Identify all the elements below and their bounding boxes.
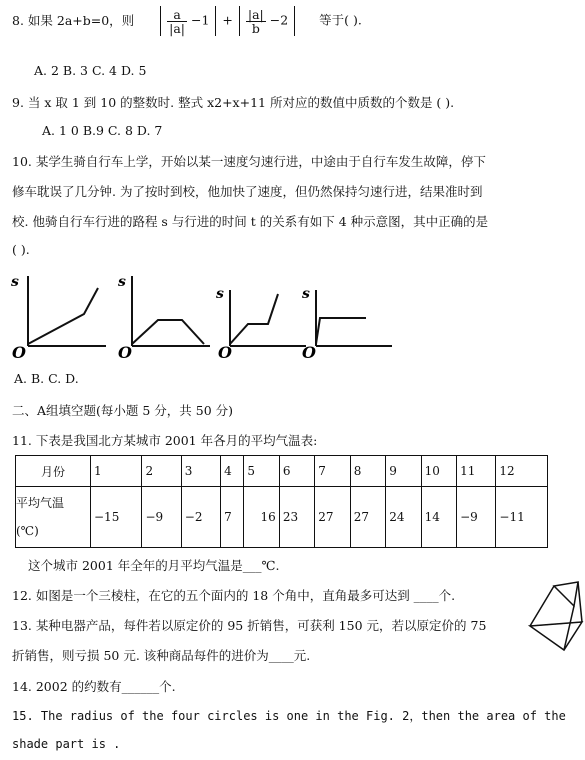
q10-line-1: 10. 某学生骑自行车上学，开始以某一速度匀速行进，中途由于自行车发生故障，停下 bbox=[12, 154, 486, 169]
graph-c bbox=[208, 268, 308, 360]
q8-expression: 8. 如果 2a+b=0，则 $\frac{a}{|a|}$ −1 + $\frac{|a|}{b}$ −2 等于( ). bbox=[12, 6, 362, 36]
table-cell: −9 bbox=[457, 487, 496, 548]
table-cell: 27 bbox=[350, 487, 385, 548]
table-cell: −2 bbox=[181, 487, 220, 548]
q8-fraction-2: $\frac{|a|}{b}$ bbox=[247, 6, 264, 36]
axis-s-label: s bbox=[118, 274, 126, 290]
q8-prefix: 8. 如果 2a+b=0，则 bbox=[12, 12, 135, 28]
q10-line-4: ( ). bbox=[12, 242, 30, 257]
axis-o-label: O bbox=[118, 343, 132, 360]
table-header-cell: 3 bbox=[181, 456, 220, 487]
q8-options: A. 2 B. 3 C. 4 D. 5 bbox=[34, 63, 147, 78]
graph-d bbox=[294, 268, 394, 360]
table-cell: 27 bbox=[315, 487, 350, 548]
axis-o-label: O bbox=[12, 343, 26, 360]
table-header-cell: 4 bbox=[221, 456, 244, 487]
q10-options: A. B. C. D. bbox=[14, 371, 79, 386]
table-cell: 23 bbox=[279, 487, 314, 548]
q10-line-3: 校. 他骑自行车行进的路程 s 与行进的时间 t 的关系有如下 4 种示意图，其中正确的是 bbox=[12, 214, 489, 229]
q13-line-2: 折销售，则亏损 50 元. 该种商品每件的进价为____元. bbox=[12, 648, 311, 663]
table-row bbox=[16, 487, 548, 548]
axis-s-label: s bbox=[216, 286, 224, 302]
graph-a bbox=[8, 268, 108, 360]
axis-s-label: s bbox=[11, 274, 19, 290]
section-2-heading: 二、A组填空题(每小题 5 分，共 50 分) bbox=[12, 403, 234, 418]
q15-line-2: shade part is . bbox=[12, 737, 121, 751]
axis-o-label: O bbox=[302, 343, 316, 360]
table-header-cell: 9 bbox=[386, 456, 421, 487]
table-row-label: 平均气温 (℃) bbox=[16, 487, 91, 548]
q13-line-1: 13. 某种电器产品，每件若以原定价的 95 折销售，可获利 150 元，若以原定价的 75 bbox=[12, 618, 487, 633]
temperature-table bbox=[15, 455, 548, 548]
table-header-cell: 10 bbox=[421, 456, 456, 487]
triangular-prism-figure bbox=[524, 578, 584, 656]
table-header-cell: 7 bbox=[315, 456, 350, 487]
q12-text: 12. 如图是一个三棱柱，在它的五个面内的 18 个角中，直角最多可达到 ____个. bbox=[12, 588, 456, 603]
abs-bar bbox=[160, 6, 161, 36]
table-header-cell: 12 bbox=[496, 456, 548, 487]
axis-s-label: s bbox=[302, 286, 310, 302]
table-header-cell: 5 bbox=[244, 456, 279, 487]
table-cell: −11 bbox=[496, 487, 548, 548]
table-cell: 7 bbox=[221, 487, 244, 548]
table-cell: 14 bbox=[421, 487, 456, 548]
abs-bar bbox=[239, 6, 240, 36]
q10-line-2: 修车耽误了几分钟. 为了按时到校，他加快了速度，但仍然保持匀速行进，结果准时到 bbox=[12, 184, 483, 199]
table-header-cell: 6 bbox=[279, 456, 314, 487]
q11-after-text: 这个城市 2001 年全年的月平均气温是___℃. bbox=[28, 558, 280, 573]
table-header-cell: 1 bbox=[91, 456, 142, 487]
q8-fraction-1: $\frac{a}{|a|}$ bbox=[169, 6, 186, 36]
q15-line-1: 15. The radius of the four circles is one in the Fig. 2，then the area of the bbox=[12, 709, 566, 723]
graph-b bbox=[112, 268, 212, 360]
table-cell: −15 bbox=[91, 487, 142, 548]
q9-text: 9. 当 x 取 1 到 10 的整数时. 整式 x2+x+11 所对应的数值中质数的个数是 ( ). bbox=[12, 95, 455, 110]
q14-text: 14. 2002 的约数有______个. bbox=[12, 679, 176, 694]
q11-text: 11. 下表是我国北方某城市 2001 年各月的平均气温表: bbox=[12, 433, 318, 448]
q9-options: A. 1 0 B.9 C. 8 D. 7 bbox=[42, 123, 163, 138]
table-header-cell: 2 bbox=[142, 456, 181, 487]
table-header-cell: 11 bbox=[457, 456, 496, 487]
table-header-cell: 月份 bbox=[16, 456, 91, 487]
q8-suffix: 等于( ). bbox=[319, 12, 362, 28]
table-cell: 16 bbox=[244, 487, 279, 548]
table-header-cell: 8 bbox=[350, 456, 385, 487]
table-cell: 24 bbox=[386, 487, 421, 548]
abs-bar bbox=[294, 6, 295, 36]
axis-o-label: O bbox=[218, 343, 232, 360]
table-header-row bbox=[16, 456, 548, 487]
abs-bar bbox=[215, 6, 216, 36]
table-cell: −9 bbox=[142, 487, 181, 548]
